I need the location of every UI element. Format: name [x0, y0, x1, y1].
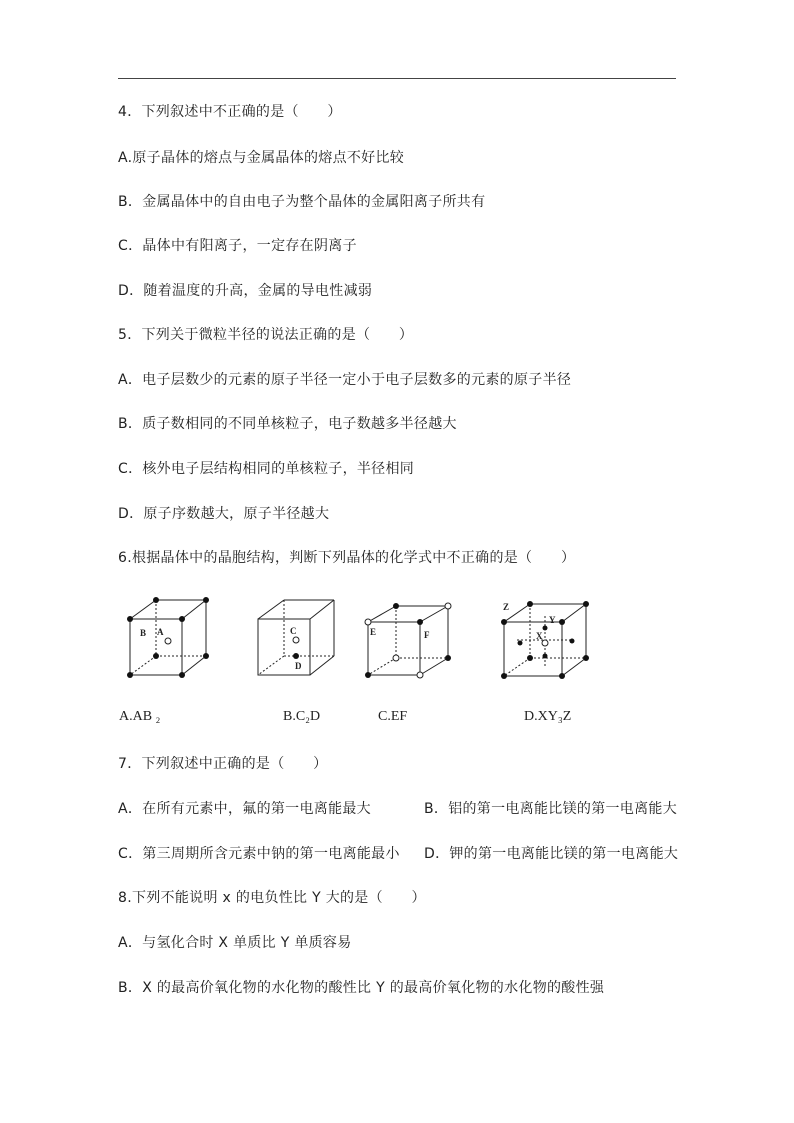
- unit-cell-figure-c: [364, 594, 454, 680]
- q8-option-b: B．X 的最高价氧化物的水化物的酸性比 Y 的最高价氧化物的水化物的酸性强: [118, 980, 605, 996]
- fig-c-label-e: E: [370, 627, 377, 637]
- unit-cell-figure-b: [254, 594, 340, 680]
- q8-stem: 8.下列不能说明 x 的电负性比 Y 大的是（ ）: [118, 890, 426, 906]
- fig-a-label-b: B: [140, 628, 147, 638]
- q6-stem: 6.根据晶体中的晶胞结构，判断下列晶体的化学式中不正确的是（ ）: [118, 550, 576, 566]
- unit-cell-figure-d: [500, 598, 592, 684]
- q7-option-d: D．钾的第一电离能比镁的第一电离能大: [424, 846, 679, 862]
- q4-option-a: A.原子晶体的熔点与金属晶体的熔点不好比较: [118, 150, 405, 166]
- fig-b-label-d: D: [295, 661, 302, 671]
- q4-option-d: D．随着温度的升高，金属的导电性减弱: [118, 283, 373, 299]
- q5-option-b: B．质子数相同的不同单核粒子，电子数越多半径越大: [118, 416, 457, 432]
- fig-a-caption: A.AB ₂: [119, 709, 161, 724]
- fig-d-label-y: Y: [549, 615, 556, 625]
- q7-option-c: C．第三周期所含元素中钠的第一电离能最小: [118, 846, 400, 862]
- fig-d-caption: D.XY₃Z: [524, 709, 572, 724]
- q4-option-c: C．晶体中有阳离子，一定存在阴离子: [118, 238, 357, 254]
- fig-d-label-z: Z: [503, 602, 510, 612]
- unit-cell-figure-a: [126, 594, 212, 680]
- q5-option-a: A．电子层数少的元素的原子半径一定小于电子层数多的元素的原子半径: [118, 372, 572, 388]
- fig-d-label-x: X: [536, 631, 543, 641]
- fig-b-caption: B.C₂D: [283, 709, 321, 724]
- header-rule: [118, 78, 676, 79]
- fig-c-caption: C.EF: [378, 709, 408, 724]
- q4-stem: 4．下列叙述中不正确的是（ ）: [118, 104, 342, 120]
- q5-option-c: C．核外电子层结构相同的单核粒子，半径相同: [118, 461, 415, 477]
- q7-option-b: B．铝的第一电离能比镁的第一电离能大: [424, 801, 678, 817]
- fig-b-label-c: C: [290, 626, 297, 636]
- q5-stem: 5．下列关于微粒半径的说法正确的是（ ）: [118, 327, 414, 343]
- q5-option-d: D．原子序数越大，原子半径越大: [118, 506, 330, 522]
- fig-a-label-a: A: [157, 627, 164, 637]
- q7-option-a: A．在所有元素中，氟的第一电离能最大: [118, 801, 371, 817]
- q8-option-a: A．与氢化合时 X 单质比 Y 单质容易: [118, 935, 352, 951]
- q4-option-b: B．金属晶体中的自由电子为整个晶体的金属阳离子所共有: [118, 194, 486, 210]
- q7-stem: 7．下列叙述中正确的是（ ）: [118, 756, 328, 772]
- q7-option-row-1: [118, 800, 371, 818]
- fig-c-label-f: F: [424, 630, 430, 640]
